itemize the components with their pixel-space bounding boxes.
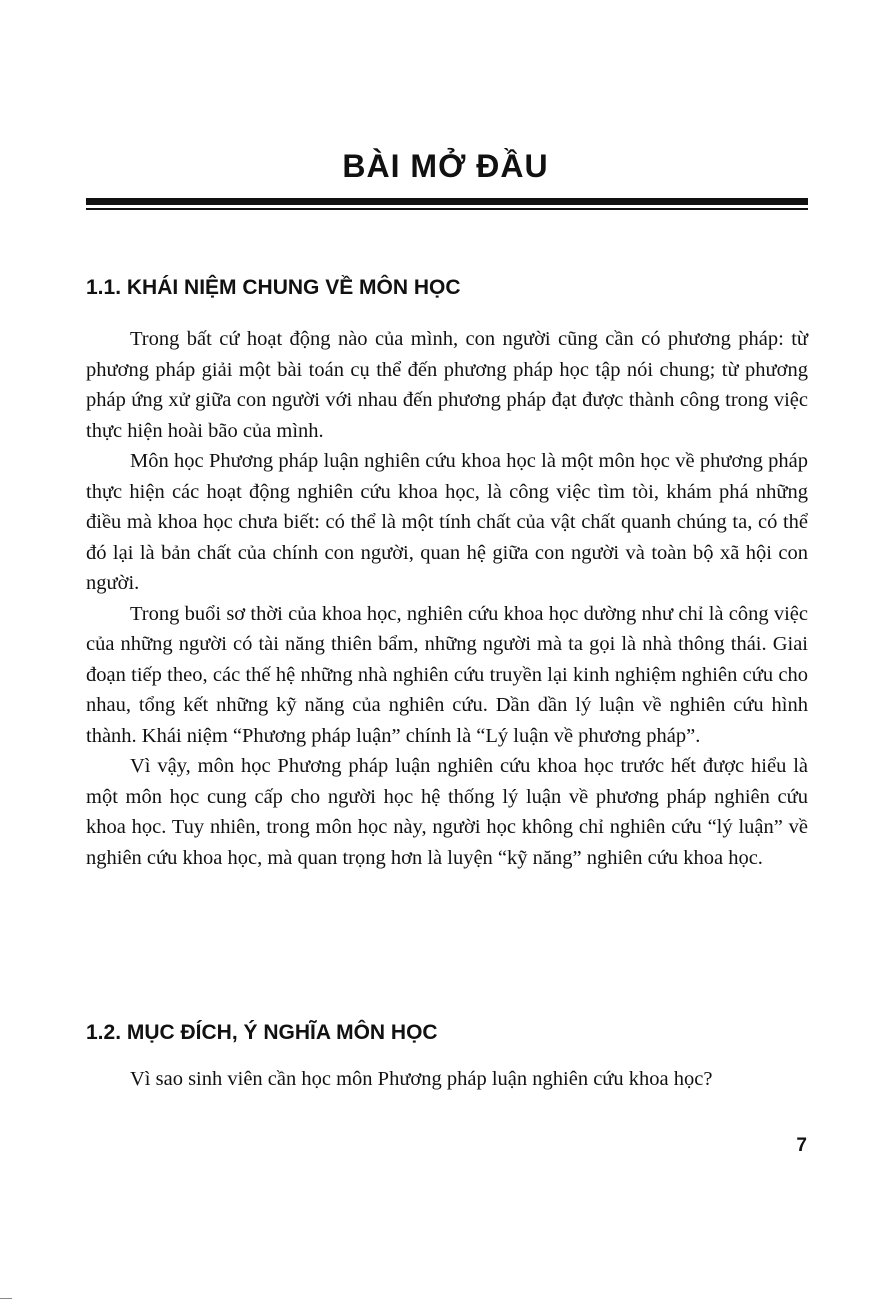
paragraph: Vì vậy, môn học Phương pháp luận nghiên cứu khoa học trước hết được hiểu là một môn học cung cấp cho người học hệ thống lý luận về phương pháp nghiên cứu khoa học. Tuy nhiên, trong môn học này, người học không chỉ nghiên cứu “lý luận” về nghiên cứu khoa học, mà quan trọng hơn là luyện “kỹ năng” nghiên cứu khoa học. <box>86 755 808 869</box>
paragraph: Vì sao sinh viên cần học môn Phương pháp luận nghiên cứu khoa học? <box>130 1068 713 1090</box>
paragraph: Trong bất cứ hoạt động nào của mình, con người cũng cần có phương pháp: từ phương pháp giải một bài toán cụ thể đến phương pháp học tập nói chung; từ phương pháp ứng xử giữa con người với nhau đến phương pháp đạt được thành công trong việc thực hiện hoài bão của mình. <box>86 328 808 442</box>
scan-corner-mark <box>0 1298 12 1299</box>
chapter-title: BÀI MỞ ĐẦU <box>342 148 549 184</box>
paragraph: Trong buổi sơ thời của khoa học, nghiên cứu khoa học dường như chỉ là công việc của những người có tài năng thiên bẩm, những người mà ta gọi là nhà thông thái. Giai đoạn tiếp theo, các thế hệ những nhà nghiên cứu truyền lại kinh nghiệm nghiên cứu cho nhau, tổng kết những kỹ năng của nghiên cứu. Dần dần lý luận về nghiên cứu hình thành. Khái niệm “Phương pháp luận” chính là “Lý luận về phương pháp”. <box>86 602 808 747</box>
title-rule-thick <box>86 198 808 205</box>
paragraph: Môn học Phương pháp luận nghiên cứu khoa học là một môn học về phương pháp thực hiện các hoạt động nghiên cứu khoa học, là công việc tìm tòi, khám phá những điều mà khoa học chưa biết: có thể là một tính chất của vật chất quanh chúng ta, có thể đó lại là bản chất của chính con người, quan hệ giữa con người và toàn bộ xã hội con người. <box>86 450 808 594</box>
section-1-1-body <box>86 324 808 873</box>
section-heading-1-2: 1.2. MỤC ĐÍCH, Ý NGHĨA MÔN HỌC <box>86 1021 438 1044</box>
page-number: 7 <box>796 1135 807 1156</box>
section-heading-1-1: 1.1. KHÁI NIỆM CHUNG VỀ MÔN HỌC <box>86 276 461 299</box>
title-rule-thin <box>86 208 808 210</box>
section-1-2-body <box>86 1064 808 1095</box>
